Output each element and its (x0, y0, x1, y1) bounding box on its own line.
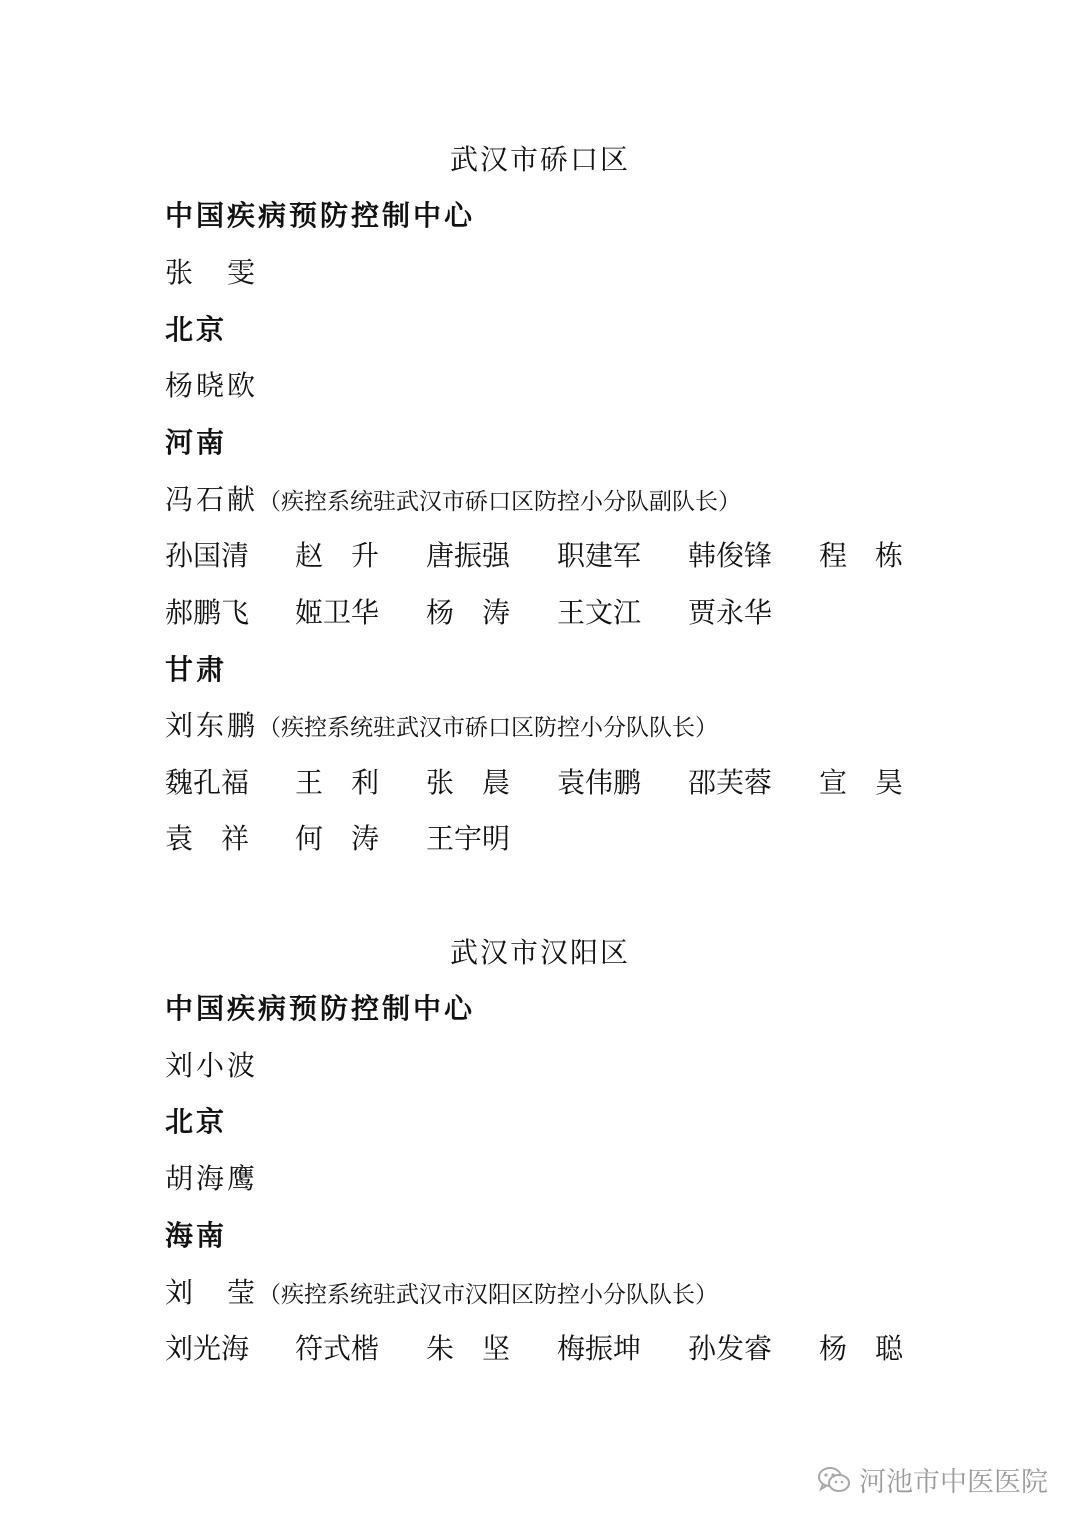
lead-name: 刘东鹏 (165, 709, 259, 742)
member-name: 宣 昊 (819, 766, 904, 799)
lead-name: 刘 莹 (165, 1276, 259, 1309)
team-lead (165, 1275, 718, 1313)
wechat-icon (817, 1466, 851, 1494)
member-name: 赵 升 (295, 539, 380, 572)
person-name: 张 雯 (165, 256, 259, 289)
member-name: 郝鹏飞 (165, 596, 250, 629)
member-name: 朱 坚 (426, 1332, 511, 1365)
member-name: 职建军 (557, 539, 642, 572)
watermark-text: 河池市中医医院 (859, 1467, 1048, 1498)
member-name: 孙发睿 (688, 1332, 773, 1365)
lead-role: （疾控系统驻武汉市硚口区防控小分队副队长） (258, 489, 742, 515)
lead-role: （疾控系统驻武汉市汉阳区防控小分队队长） (258, 1282, 719, 1308)
org-label: 北京 (165, 1105, 228, 1138)
member-name: 唐振强 (426, 539, 511, 572)
member-name: 魏孔福 (165, 766, 250, 799)
member-name: 王宇明 (426, 822, 511, 855)
member-name: 杨 聪 (819, 1332, 904, 1365)
member-name: 贾永华 (688, 596, 773, 629)
watermark (817, 1460, 1048, 1499)
member-name: 孙国清 (165, 539, 250, 572)
person-name: 胡海鹰 (165, 1162, 259, 1195)
org-label: 中国疾病预防控制中心 (165, 199, 476, 232)
member-name: 梅振坤 (557, 1332, 642, 1365)
org-label: 北京 (165, 313, 228, 346)
team-lead (165, 708, 718, 746)
lead-role: （疾控系统驻武汉市硚口区防控小分队队长） (258, 715, 719, 741)
org-label: 中国疾病预防控制中心 (165, 992, 476, 1025)
member-name: 韩俊锋 (688, 539, 773, 572)
member-name: 王文江 (557, 596, 642, 629)
member-name: 符式楷 (295, 1332, 380, 1365)
team-lead (165, 482, 741, 520)
member-name: 张 晨 (426, 766, 511, 799)
member-name: 杨 涛 (426, 596, 511, 629)
member-name: 程 栋 (819, 539, 904, 572)
province-label: 甘肃 (165, 653, 228, 686)
member-name: 袁伟鹏 (557, 766, 642, 799)
member-name: 刘光海 (165, 1332, 250, 1365)
member-name: 何 涛 (295, 822, 380, 855)
province-label: 河南 (165, 426, 228, 459)
lead-name: 冯石献 (165, 483, 259, 516)
member-name: 袁 祥 (165, 822, 250, 855)
province-label: 海南 (165, 1219, 228, 1252)
member-name: 姬卫华 (295, 596, 380, 629)
section-title: 武汉市硚口区 (449, 143, 630, 176)
person-name: 刘小波 (165, 1049, 259, 1082)
member-name: 邵芙蓉 (688, 766, 773, 799)
member-name: 王 利 (295, 766, 380, 799)
section-title: 武汉市汉阳区 (449, 936, 630, 969)
person-name: 杨晓欧 (165, 369, 259, 402)
